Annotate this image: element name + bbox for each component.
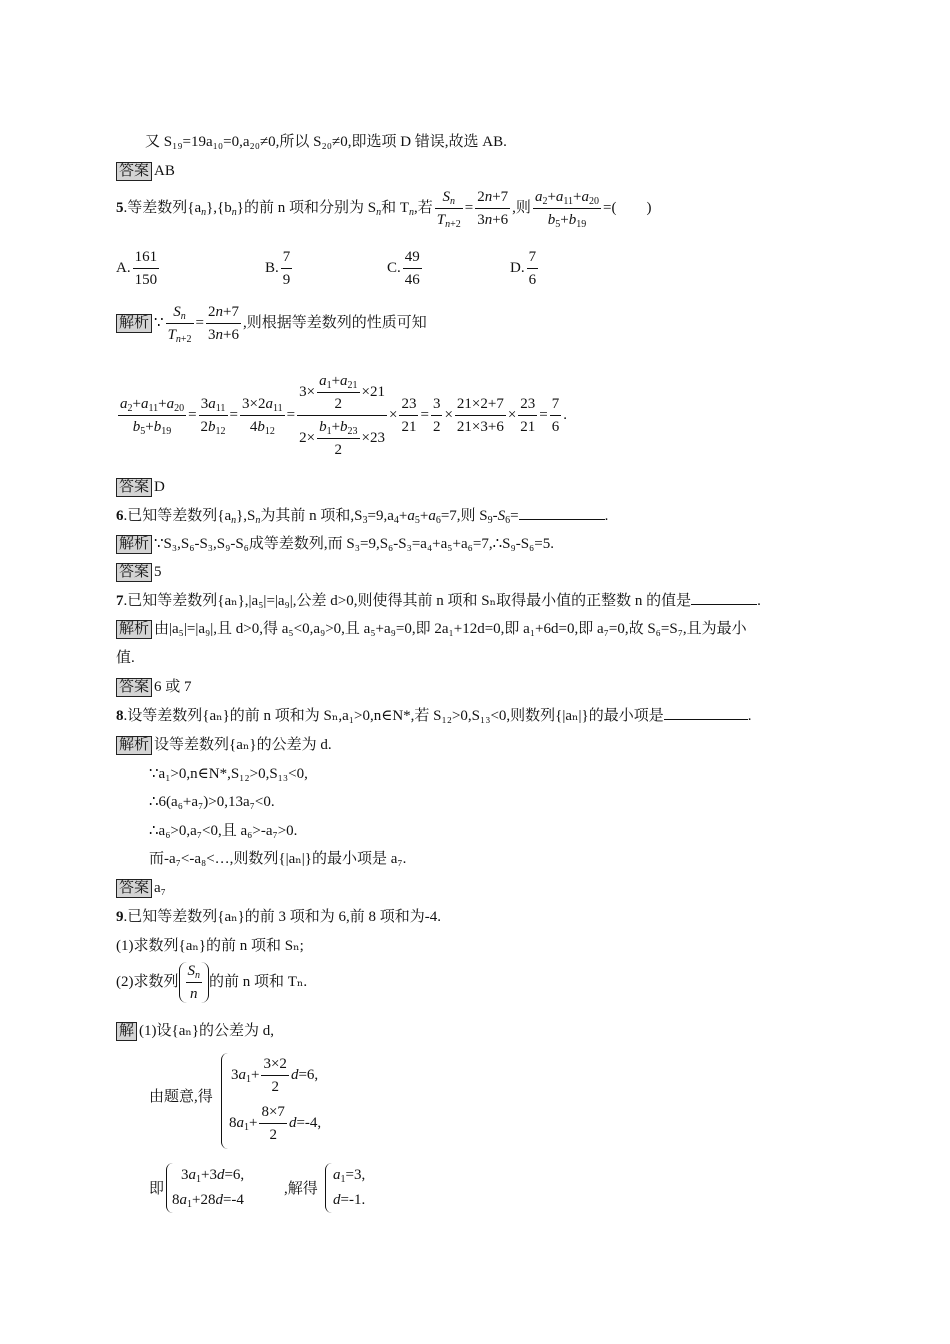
q8-analysis-text: 设等差数列{aₙ}的公差为 d. [154,737,332,753]
q9-number: 9 [116,909,124,925]
q6-answer-line [116,563,162,582]
q5-analysis: 解析 ∵ $\frac{S_n}{T_{n+2}}$ = $\frac{2n+7}{3n+6}$ ,则根据等差数列的性质可知 [116,303,427,344]
q8-analysis-line: ∴6(a₆+a₇)>0,13a₇<0. [149,794,275,810]
q9-solution-3 [149,1180,164,1198]
analysis-tag: 解析 [116,535,152,554]
q5-target-fraction: $\frac{a_2+a_{11}+a_{20}}{b_5+b_{19}}$ [534,189,600,230]
option-label: D. [510,259,525,276]
q4-answer-line [116,162,175,181]
q7-stem-text: .已知等差数列{aₙ},|a₅|=|a₉|,公差 d>0,则使得其前 n 项和 Sₙ取得最小值的正整数 n 的值是 [123,593,692,609]
q7-stem: 7.已知等差数列{aₙ},|a₅|=|a₉|,公差 d>0,则使得其前 n 项和 Sₙ取得最小值的正整数 n 的值是 . [116,593,761,609]
q8-analysis-line: ∵a₁>0,n∈N*,S₁₂>0,S₁₃<0, [149,766,308,782]
solution-tag: 解 [116,1022,137,1041]
system-eq-4: $8a_1+28d=-4$ [172,1192,244,1210]
q5-ratio-fraction: $\frac{S_n}{T_{n+2}}$ [436,189,461,230]
option-fraction: $\frac{7}{6}$ [528,249,537,288]
q5-answer: D [154,479,165,495]
q9-solution-text: (1)设{aₙ}的公差为 d, [139,1023,275,1039]
q5-stem-g: =( ) [603,199,652,216]
intro-text: 又 S₁₉=19a₁₀=0,a₂₀≠0,所以 S₂₀≠0,即选项 D 错误,故选 AB. [145,134,507,150]
q5-option-c[interactable] [387,248,424,289]
answer-blank[interactable] [664,707,748,720]
answer-blank[interactable] [691,592,757,605]
answer-blank[interactable] [519,507,605,520]
q5-stem: 5.等差数列$\{a_n\},\{b_n\}$的前 n 项和分别为 $S_n$和 $T_n$,若 $\frac{S_n}{T_{n+2}}$ = $\frac{2n+7}{3n+6}$ ,则 $\frac{a_2+a_{11}+a_{20}}{b_5+b_{19}}$ =( ) [116,189,652,230]
intro-line [145,133,507,151]
q7-analysis-text: 由|a₅|=|a₉|,且 d>0,得 a₅<0,a₉>0,且 a₅+a₉=0,即 2a₁+12d=0,即 a₁+6d=0,即 a₇=0,故 S₆=S₇,且为最小 [154,621,747,637]
q5-stem-a: .等差数列{a [123,199,202,216]
q7-analysis-2 [116,649,135,667]
q7-number: 7 [116,593,124,609]
analysis-tag: 解析 [116,314,152,333]
q5-ratio-value: $\frac{2n+7}{3n+6}$ [477,189,509,228]
system-eq-3: $3a_1+3d=6$, [181,1167,245,1185]
q5-stem-f: ,则 [512,199,531,216]
q8-stem: 8.设等差数列{aₙ}的前 n 项和为 Sₙ,a₁>0,n∈N*,若 S₁₂>0,S₁₃<0,则数列{|aₙ|}的最小项是 . [116,708,752,724]
q9-part2 [116,962,307,1003]
q8-analysis-5 [149,850,406,868]
analysis-tag: 解析 [116,736,152,755]
q5-stem-d: 和 T [381,199,409,216]
q8-number: 8 [116,708,124,724]
system-brace [221,1053,228,1149]
q5-option-d[interactable] [510,248,540,289]
q5-stem-e: ,若 [413,199,433,216]
q7-analysis-cont: 值. [116,650,135,666]
option-label: A. [116,259,131,276]
q8-analysis-line: 而-a₇<-a₈<…,则数列{|aₙ|}的最小项是 a₇. [149,851,407,867]
q6-analysis [116,535,554,554]
option-fraction: $\frac{7}{9}$ [282,249,291,288]
q8-stem-text: .设等差数列{aₙ}的前 n 项和为 Sₙ,a₁>0,n∈N*,若 S₁₂>0,S₁₃<0,则数列{|aₙ|}的最小项是 [123,708,664,724]
q6-answer: 5 [154,564,162,580]
q7-answer: 6 或 7 [154,679,192,695]
answer-tag: 答案 [116,879,152,898]
q8-analysis-1 [116,736,332,755]
option-label: C. [387,259,401,276]
analysis-tag: 解析 [116,620,152,639]
q6-stem-d: =9,a [367,508,394,524]
q9-solution-label: ,解得 [284,1181,318,1197]
option-label: B. [265,259,279,276]
q5-option-b[interactable] [265,248,294,289]
q6-stem-b: },S [236,508,256,524]
q8-answer: a₇ [154,880,166,896]
q9-sequence-braces: $\frac{S_n}{n}$ [179,962,210,1003]
answer-tag: 答案 [116,162,152,181]
q9-part2-text-a: (2)求数列 [116,973,179,990]
q5-stem-b: },{b [206,199,232,216]
q5-stem-c: }的前 n 项和分别为 S [236,199,377,216]
q5-option-a[interactable] [116,248,161,289]
q9-stem-text: .已知等差数列{aₙ}的前 3 项和为 6,前 8 项和为-4. [123,909,442,925]
q6-stem-a: .已知等差数列{a [123,508,232,524]
q8-analysis-4 [149,822,297,840]
option-fraction: $\frac{49}{46}$ [404,249,420,288]
system-eq-2: $8a_1+$ $\frac{8\times 7}{2}$ d=-4, [229,1104,322,1143]
q9-stem [116,908,441,926]
q5-equation: $\frac{a_2+a_{11}+a_{20}}{b_5+b_{19}}$ = $\frac{3a_{11}}{2b_{12}}$ = $\frac{3\times 2a_{11}}{4b_{12}}$ = 3× $\frac{a_1+a_{21}}{2}$ ×21 2× $\frac{b_1+b_{23}}{2}$ ×23 × $\frac{23}{21}$ = $\frac{3}{2}$ × $\frac{21\times 2+7}{21\times 3+6}$ × $\frac{23}{21}$ = $\frac{7}{6}$ . [120,373,568,458]
q6-stem-e: =7,则 S [440,508,488,524]
answer-tag: 答案 [116,563,152,582]
option-fraction: $\frac{161}{150}$ [134,249,158,288]
q8-analysis-2 [149,765,308,783]
q8-answer-line [116,879,166,898]
q9-part1-text: (1)求数列{aₙ}的前 n 项和 Sₙ; [116,938,304,954]
q9-solution-1 [116,1022,274,1041]
q9-part1 [116,937,304,955]
system-eq-5: $a_1=3$, [333,1167,366,1185]
q9-solution-2 [149,1088,213,1106]
q6-stem-c: 为其前 n 项和,S [260,508,363,524]
q9-solution-label: 由题意,得 [149,1089,213,1105]
q5-answer-line [116,478,165,497]
q4-answer: AB [154,163,175,179]
q6-stem: 6.已知等差数列$\{a_n\},S_n$为其前 n 项和$,S_3=9,a_4+a_5+a_6=7$,则 $S_9-S_6=$ . [116,508,609,526]
answer-tag: 答案 [116,678,152,697]
q8-analysis-line: ∴a₆>0,a₇<0,且 a₆>-a₇>0. [149,823,298,839]
q5-number: 5 [116,199,124,216]
q6-analysis-text: ∵S₃,S₆-S₃,S₉-S₆成等差数列,而 S₃=9,S₆-S₃=a₄+a₅+a₆=7,∴S₉-S₆=5. [154,536,554,552]
q5-analysis-tail: ,则根据等差数列的性质可知 [242,314,427,331]
answer-tag: 答案 [116,478,152,497]
system-brace [325,1163,332,1213]
system-eq-6: d=-1. [333,1192,366,1208]
q6-number: 6 [116,508,124,524]
system-eq-1: $3a_1+$ $\frac{3\times 2}{2}$ d=6, [231,1056,319,1095]
q9-part2-text-b: 的前 n 项和 Tₙ. [209,973,308,990]
q9-solution-label: 即 [149,1181,165,1197]
q8-analysis-3 [149,793,275,811]
q7-analysis-1 [116,620,747,639]
q9-solution-4 [284,1180,318,1198]
q7-answer-line [116,678,192,697]
